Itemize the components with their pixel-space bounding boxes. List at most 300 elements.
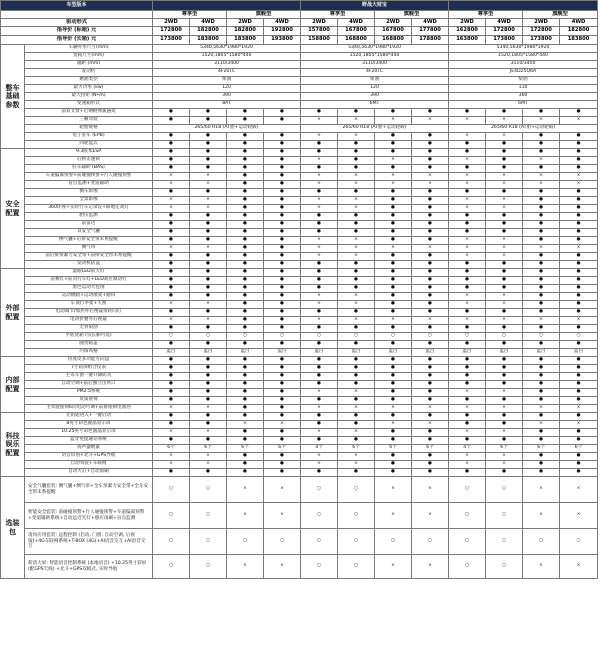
msrp-value: 182800 <box>190 27 227 36</box>
feature-mark-cross: × <box>449 405 486 413</box>
feature-mark-cross: × <box>338 117 375 125</box>
feature-mark-dot: ● <box>412 325 449 333</box>
table-row <box>1 341 598 349</box>
feature-mark-dot: ● <box>264 429 301 437</box>
feature-mark-dot: ● <box>486 421 523 429</box>
feature-mark-dot: ● <box>560 165 598 173</box>
spec-torque-label: 最大扭矩 (N•m) <box>25 93 153 101</box>
feature-mark-dot: ● <box>486 397 523 405</box>
table-row <box>1 373 598 381</box>
msrp-long-value: 178800 <box>412 36 449 45</box>
feature-mark-circle: ○ <box>449 333 486 341</box>
feature-mark-cross: × <box>560 245 598 253</box>
feature-mark-dot: ● <box>412 413 449 421</box>
feature-mark-dot: ● <box>449 141 486 149</box>
feature-mark-dot: ● <box>375 357 412 365</box>
feature-mark-dot: ● <box>264 309 301 317</box>
feature-label: 无骨雨刮 <box>25 325 153 333</box>
feature-mark-cross: × <box>190 205 227 213</box>
table-row <box>1 27 598 36</box>
feature-mark-circle: ○ <box>227 529 264 555</box>
feature-mark-dot: ● <box>449 269 486 277</box>
feature-mark-dot: ● <box>412 229 449 237</box>
table-row <box>1 293 598 301</box>
feature-mark-circle: ○ <box>338 555 375 579</box>
spec-dims-value: 5340,5630*1980*1920 <box>301 45 449 53</box>
feature-mark-dot: ● <box>412 141 449 149</box>
feature-mark-dot: ● <box>264 133 301 141</box>
feature-mark-dot: ● <box>153 221 190 229</box>
feature-mark-dot: ● <box>523 109 560 117</box>
msrp-long-value: 168800 <box>338 36 375 45</box>
feature-mark-dot: ● <box>560 197 598 205</box>
feature-mark-dot: ● <box>190 389 227 397</box>
speaker-count-value: 6个 <box>375 445 412 453</box>
spec-fuel-label: 燃油类型 <box>25 77 153 85</box>
spec-cargo-value: 1520,1805*1580*440 <box>153 53 301 61</box>
feature-mark-dot: ● <box>190 237 227 245</box>
feature-mark-cross: × <box>301 301 338 309</box>
msrp-value: 182800 <box>560 27 598 36</box>
feature-mark-dot: ● <box>264 229 301 237</box>
feature-mark-cross: × <box>486 429 523 437</box>
feature-mark-cross: × <box>338 429 375 437</box>
feature-mark-cross: × <box>190 301 227 309</box>
feature-label: 车顶行李架+天窗 <box>25 301 153 309</box>
feature-mark-cross: × <box>412 117 449 125</box>
feature-mark-dot: ● <box>227 277 264 285</box>
feature-mark-dot: ● <box>227 149 264 157</box>
feature-mark-cross: × <box>560 477 598 503</box>
feature-mark-dot: ● <box>227 357 264 365</box>
feature-mark-dot: ● <box>338 221 375 229</box>
feature-mark-dot: ● <box>523 141 560 149</box>
table-row <box>1 285 598 293</box>
feature-label: 侧气囊+后排安全带未系提醒 <box>25 237 153 245</box>
feature-mark-dot: ● <box>301 261 338 269</box>
feature-mark-dot: ● <box>190 117 227 125</box>
feature-mark-cross: × <box>412 317 449 325</box>
feature-mark-cross: × <box>375 405 412 413</box>
feature-label: 8英寸彩色液晶显示屏 <box>25 421 153 429</box>
feature-mark-dot: ● <box>190 261 227 269</box>
feature-mark-dot: ● <box>560 301 598 309</box>
feature-mark-dot: ● <box>153 165 190 173</box>
feature-mark-dot: ● <box>375 365 412 373</box>
spec-tire-value: 265/60 R18 (AT胎+运动轮毂) <box>301 125 449 133</box>
feature-mark-cross: × <box>449 429 486 437</box>
speaker-count-value: 6个 <box>486 445 523 453</box>
spec-gearbox-label: 变速箱形式 <box>25 101 153 109</box>
table-row <box>1 333 598 341</box>
feature-mark-dot: ● <box>523 429 560 437</box>
feature-mark-dot: ● <box>227 237 264 245</box>
feature-mark-dot: ● <box>301 437 338 445</box>
feature-mark-dot: ● <box>264 469 301 477</box>
feature-mark-dot: ● <box>560 413 598 421</box>
feature-mark-dot: ● <box>560 133 598 141</box>
header-empty <box>153 1 301 11</box>
feature-mark-dot: ● <box>153 269 190 277</box>
speaker-count-value: 4个 <box>449 445 486 453</box>
feature-mark-dot: ● <box>412 237 449 245</box>
feature-mark-dot: ● <box>190 309 227 317</box>
spec-cargo-label: 货箱尺寸(mm) <box>25 53 153 61</box>
feature-mark-dot: ● <box>560 365 598 373</box>
table-row <box>1 11 598 19</box>
feature-mark-dot: ● <box>153 365 190 373</box>
feature-label: 倒车影像 <box>25 189 153 197</box>
feature-mark-circle: ○ <box>153 529 190 555</box>
feature-mark-dot: ● <box>375 269 412 277</box>
feature-mark-circle: ○ <box>375 333 412 341</box>
feature-mark-dot: ● <box>338 229 375 237</box>
feature-mark-dot: ● <box>190 213 227 221</box>
feature-mark-circle: ○ <box>153 503 190 529</box>
feature-mark-dot: ● <box>523 253 560 261</box>
feature-mark-cross: × <box>338 173 375 181</box>
feature-mark-dot: ● <box>190 469 227 477</box>
feature-mark-dot: ● <box>449 285 486 293</box>
feature-mark-dot: ● <box>227 413 264 421</box>
feature-mark-dot: ● <box>301 357 338 365</box>
feature-mark-cross: × <box>449 181 486 189</box>
table-row <box>1 69 598 77</box>
feature-mark-dot: ● <box>486 357 523 365</box>
feature-mark-dot: ● <box>523 301 560 309</box>
msrp-value: 192800 <box>264 27 301 36</box>
table-row <box>1 205 598 213</box>
feature-mark-cross: × <box>412 173 449 181</box>
feature-mark-cross: × <box>449 117 486 125</box>
feature-mark-dot: ● <box>523 213 560 221</box>
feature-mark-cross: × <box>523 421 560 429</box>
feature-mark-dot: ● <box>412 189 449 197</box>
feature-mark-circle: ○ <box>412 333 449 341</box>
feature-label: 全景影像 <box>25 197 153 205</box>
feature-mark-dot: ● <box>264 461 301 469</box>
feature-mark-cross: × <box>486 301 523 309</box>
speaker-count-value: 6个 <box>153 445 190 453</box>
drive-value: 2WD <box>449 19 486 27</box>
table-row <box>1 149 598 157</box>
feature-mark-dot: ● <box>523 221 560 229</box>
header-model-name: 野战大财宝 <box>301 1 449 11</box>
feature-mark-dot: ● <box>560 357 598 365</box>
feature-mark-cross: × <box>153 205 190 213</box>
feature-mark-cross: × <box>412 555 449 579</box>
feature-mark-cross: × <box>560 317 598 325</box>
feature-mark-dot: ● <box>449 421 486 429</box>
feature-mark-circle: ○ <box>190 477 227 503</box>
feature-mark-dot: ● <box>153 141 190 149</box>
feature-label: 运动侧踏+运动滚架+踏钩 <box>25 293 153 301</box>
feature-mark-cross: × <box>264 421 301 429</box>
feature-mark-cross: × <box>301 205 338 213</box>
feature-label: 360环视+实时行车记录仪+限地定高灯 <box>25 205 153 213</box>
feature-mark-dot: ● <box>301 341 338 349</box>
feature-mark-cross: × <box>449 461 486 469</box>
feature-label: 盲点监测+变道辅助 <box>25 181 153 189</box>
feature-mark-dot: ● <box>264 373 301 381</box>
feature-mark-cross: × <box>301 117 338 125</box>
msrp-long-value: 168800 <box>375 36 412 45</box>
feature-mark-dot: ● <box>227 373 264 381</box>
table-row <box>1 365 598 373</box>
feature-mark-dot: ● <box>153 389 190 397</box>
feature-mark-dot: ● <box>375 277 412 285</box>
speaker-count-label: 扬声器数量 <box>25 445 153 453</box>
feature-mark-cross: × <box>449 293 486 301</box>
feature-mark-dot: ● <box>449 469 486 477</box>
feature-mark-dot: ● <box>486 109 523 117</box>
feature-mark-dot: ● <box>523 341 560 349</box>
speaker-count-value: 6个 <box>227 445 264 453</box>
feature-mark-dot: ● <box>523 229 560 237</box>
feature-mark-dot: ● <box>227 365 264 373</box>
feature-mark-dot: ● <box>523 381 560 389</box>
feature-mark-cross: × <box>486 461 523 469</box>
feature-label: 语音识别+北斗+GPS导航 <box>25 453 153 461</box>
feature-mark-dot: ● <box>227 317 264 325</box>
feature-mark-dot: ● <box>227 141 264 149</box>
feature-mark-cross: × <box>338 293 375 301</box>
feature-mark-dot: ● <box>338 269 375 277</box>
feature-mark-cross: × <box>301 197 338 205</box>
feature-mark-circle: ○ <box>301 555 338 579</box>
feature-mark-dot: ● <box>338 341 375 349</box>
feature-mark-dot: ● <box>190 381 227 389</box>
drive-value: 4WD <box>486 19 523 27</box>
feature-mark-cross: × <box>412 421 449 429</box>
table-row <box>1 117 598 125</box>
speaker-count-value: 6个 <box>338 445 375 453</box>
drive-value: 4WD <box>412 19 449 27</box>
feature-mark-circle: ○ <box>486 477 523 503</box>
feature-mark-circle: ○ <box>412 529 449 555</box>
feature-mark-cross: × <box>153 197 190 205</box>
feature-mark-circle: ○ <box>153 477 190 503</box>
drive-value: 4WD <box>190 19 227 27</box>
feature-mark-dot: ● <box>338 469 375 477</box>
feature-mark-dot: ● <box>449 373 486 381</box>
feature-label: 黑色运动大包围 <box>25 285 153 293</box>
feature-mark-cross: × <box>227 555 264 579</box>
table-row <box>1 189 598 197</box>
feature-mark-dot: ● <box>375 189 412 197</box>
feature-mark-dot: ● <box>153 277 190 285</box>
feature-label: 7寸彩屏组合仪表 <box>25 365 153 373</box>
table-row <box>1 157 598 165</box>
feature-mark-cross: × <box>153 405 190 413</box>
feature-mark-dot: ● <box>375 325 412 333</box>
table-row <box>1 1 598 11</box>
feature-mark-dot: ● <box>375 301 412 309</box>
feature-mark-dot: ● <box>227 389 264 397</box>
feature-mark-circle: ○ <box>449 477 486 503</box>
feature-mark-dot: ● <box>449 109 486 117</box>
feature-mark-cross: × <box>449 301 486 309</box>
feature-label: 蓝眼LED前大灯 <box>25 269 153 277</box>
feature-mark-dot: ● <box>153 341 190 349</box>
msrp-value: 167800 <box>375 27 412 36</box>
feature-mark-dot: ● <box>412 469 449 477</box>
speaker-count-value: 6个 <box>523 445 560 453</box>
msrp-long-value: 173800 <box>486 36 523 45</box>
feature-mark-dot: ● <box>560 205 598 213</box>
spec-fuel-value: 柴油 <box>301 77 449 85</box>
feature-mark-cross: × <box>301 461 338 469</box>
feature-mark-dot: ● <box>227 213 264 221</box>
feature-mark-dot: ● <box>523 469 560 477</box>
feature-mark-dot: ● <box>264 189 301 197</box>
feature-label: 前雾灯+前向行车灯+LED高位制动灯 <box>25 277 153 285</box>
msrp-long-value: 173800 <box>523 36 560 45</box>
feature-mark-dot: ● <box>338 109 375 117</box>
feature-mark-dot: ● <box>375 469 412 477</box>
feature-mark-dot: ● <box>486 309 523 317</box>
feature-mark-dot: ● <box>560 253 598 261</box>
feature-mark-cross: × <box>153 453 190 461</box>
table-row <box>1 221 598 229</box>
feature-mark-dot: ● <box>412 389 449 397</box>
feature-mark-dot: ● <box>375 381 412 389</box>
feature-mark-cross: × <box>375 421 412 429</box>
spec-wheelbase-label: 轴距 (mm) <box>25 61 153 69</box>
feature-mark-dot: ● <box>264 357 301 365</box>
feature-mark-dot: ● <box>190 397 227 405</box>
feature-mark-circle: ○ <box>227 333 264 341</box>
spec-gearbox-value: 6MT <box>449 101 598 109</box>
spec-fuel-value: 柴油 <box>449 77 598 85</box>
feature-mark-dot: ● <box>190 109 227 117</box>
feature-mark-dot: ● <box>190 373 227 381</box>
feature-mark-dot: ● <box>227 189 264 197</box>
msrp-value: 167800 <box>338 27 375 36</box>
feature-mark-cross: × <box>264 555 301 579</box>
feature-mark-dot: ● <box>301 397 338 405</box>
spec-torque-value: 390 <box>301 93 449 101</box>
table-row <box>1 173 598 181</box>
speaker-count-value: 6个 <box>412 445 449 453</box>
feature-mark-cross: × <box>227 421 264 429</box>
feature-mark-circle: ○ <box>338 503 375 529</box>
feature-mark-cross: × <box>301 133 338 141</box>
trim-label: 旗舰型 <box>227 11 301 19</box>
feature-mark-circle: ○ <box>190 333 227 341</box>
feature-mark-dot: ● <box>227 437 264 445</box>
feature-mark-cross: × <box>449 253 486 261</box>
table-row <box>1 389 598 397</box>
table-row <box>1 421 598 429</box>
drive-label: 驱动形式 <box>1 19 153 27</box>
table-row <box>1 181 598 189</box>
feature-mark-circle: ○ <box>264 529 301 555</box>
feature-mark-cross: × <box>375 245 412 253</box>
feature-mark-dot: ● <box>264 389 301 397</box>
feature-mark-dot: ● <box>338 365 375 373</box>
feature-mark-cross: × <box>412 405 449 413</box>
feature-mark-dot: ● <box>449 165 486 173</box>
feature-mark-dot: ● <box>449 229 486 237</box>
feature-mark-dot: ● <box>301 165 338 173</box>
table-row <box>1 19 598 27</box>
feature-mark-cross: × <box>412 503 449 529</box>
feature-mark-dot: ● <box>264 453 301 461</box>
feature-label: 自动大灯+自动雨刷 <box>25 469 153 477</box>
feature-mark-dot: ● <box>486 229 523 237</box>
feature-mark-dot: ● <box>412 205 449 213</box>
feature-mark-cross: × <box>449 173 486 181</box>
feature-mark-dot: ● <box>227 381 264 389</box>
feature-mark-dot: ● <box>486 269 523 277</box>
feature-mark-cross: × <box>338 389 375 397</box>
feature-mark-dot: ● <box>523 133 560 141</box>
feature-label: 双安全气囊 <box>25 229 153 237</box>
feature-mark-dot: ● <box>190 357 227 365</box>
msrp-value: 172800 <box>486 27 523 36</box>
feature-mark-dot: ● <box>375 197 412 205</box>
feature-mark-cross: × <box>486 405 523 413</box>
drive-value: 2WD <box>153 19 190 27</box>
feature-mark-cross: × <box>153 245 190 253</box>
feature-mark-dot: ● <box>486 149 523 157</box>
feature-mark-dot: ● <box>486 165 523 173</box>
feature-mark-dot: ● <box>486 469 523 477</box>
feature-mark-cross: × <box>412 477 449 503</box>
feature-mark-dot: ● <box>264 397 301 405</box>
feature-mark-dot: ● <box>523 461 560 469</box>
feature-mark-circle: ○ <box>153 333 190 341</box>
feature-mark-dot: ● <box>338 157 375 165</box>
feature-mark-dot: ● <box>264 277 301 285</box>
feature-mark-dot: ● <box>523 373 560 381</box>
feature-mark-cross: × <box>301 405 338 413</box>
interior-style-value: 蓝白 <box>338 349 375 357</box>
feature-mark-cross: × <box>301 293 338 301</box>
feature-mark-dot: ● <box>338 373 375 381</box>
feature-mark-cross: × <box>301 317 338 325</box>
feature-mark-dot: ● <box>449 309 486 317</box>
feature-mark-dot: ● <box>412 461 449 469</box>
feature-mark-dot: ● <box>375 341 412 349</box>
trim-label-empty <box>1 11 153 19</box>
feature-mark-dot: ● <box>190 325 227 333</box>
feature-mark-dot: ● <box>190 421 227 429</box>
feature-mark-cross: × <box>486 133 523 141</box>
table-row <box>1 237 598 245</box>
feature-mark-dot: ● <box>227 405 264 413</box>
feature-mark-dot: ● <box>449 357 486 365</box>
table-row <box>1 277 598 285</box>
feature-mark-dot: ● <box>523 197 560 205</box>
feature-mark-cross: × <box>523 503 560 529</box>
feature-label: 智能安全套装: 前碰撞预警+行人碰撞预警+车道偏离预警+变道辅助系统+自动远近光灯+感应雨刷+盲点监测 <box>25 503 153 529</box>
feature-mark-dot: ● <box>190 413 227 421</box>
feature-mark-dot: ● <box>412 453 449 461</box>
feature-mark-dot: ● <box>227 301 264 309</box>
feature-mark-circle: ○ <box>523 529 560 555</box>
feature-mark-cross: × <box>338 133 375 141</box>
drive-value: 4WD <box>338 19 375 27</box>
feature-mark-dot: ● <box>190 229 227 237</box>
feature-mark-cross: × <box>523 477 560 503</box>
feature-mark-cross: × <box>375 181 412 189</box>
feature-mark-dot: ● <box>190 365 227 373</box>
feature-mark-dot: ● <box>449 149 486 157</box>
feature-mark-dot: ● <box>560 141 598 149</box>
table-row <box>1 309 598 317</box>
